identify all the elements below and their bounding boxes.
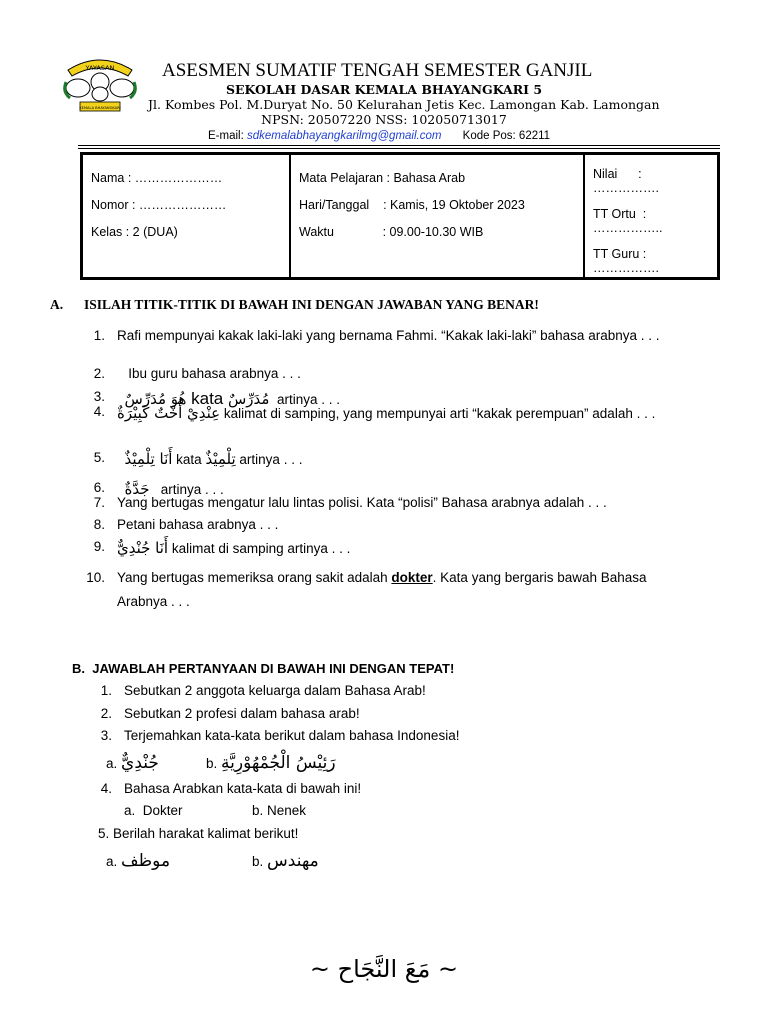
question-number: 8.	[93, 517, 105, 532]
tt-ortu-dots: ……………..	[593, 221, 663, 235]
nilai-dots: …………….	[593, 181, 659, 195]
arabic-word: جَدَّةٌ	[124, 480, 150, 498]
arabic-phrase: عِنْدِيْ أُخْتٌ كَبِيْرَةٌ	[117, 404, 221, 422]
option-label: b.	[206, 756, 218, 771]
question-b1	[100, 683, 426, 698]
question-a4	[93, 404, 656, 422]
question-number: 4.	[100, 781, 112, 796]
question-number: 4.	[93, 404, 105, 419]
question-b4-option-a: a. Dokter	[124, 803, 183, 818]
question-number: 6.	[93, 480, 105, 495]
arabic-word: تِلْمِيْذٌ	[205, 450, 236, 468]
question-b5-option-a	[106, 851, 170, 871]
question-a5	[93, 435, 303, 468]
question-text: Sebutkan 2 profesi dalam bahasa arab!	[124, 706, 360, 721]
logo-yayasan-text: YAYASAN	[85, 64, 115, 72]
tt-guru-dots: …………….	[593, 261, 659, 275]
question-text: kalimat di samping artinya . . .	[168, 541, 351, 556]
question-b5-option-b	[252, 851, 319, 871]
question-text: Petani bahasa arabnya . . .	[117, 517, 279, 532]
question-number: 1.	[93, 328, 105, 343]
question-text: artinya . . .	[235, 452, 303, 467]
question-number: 2.	[100, 706, 112, 721]
section-b-heading: B. JAWABLAH PERTANYAAN DI BAWAH INI DENGAN TEPAT!	[72, 661, 455, 676]
waktu-field: Waktu : 09.00-10.30 WIB	[299, 225, 484, 239]
question-b2	[100, 706, 360, 721]
question-number: 1.	[100, 683, 112, 698]
section-a-heading	[50, 297, 539, 313]
arabic-word: مهندس	[267, 851, 319, 871]
nilai-label: Nilai :	[593, 167, 642, 181]
closing-wish: ~ مَعَ النَّجَاح ~	[309, 955, 459, 983]
question-b5: 5. Berilah harakat kalimat berikut!	[98, 826, 299, 841]
question-number: 9.	[93, 539, 105, 554]
question-text: kata	[172, 452, 206, 467]
question-number: 2.	[93, 366, 105, 381]
question-text: Rafi mempunyai kakak laki-laki yang bernama Fahmi. “Kakak laki-laki” bahasa arabnya . . .	[117, 328, 660, 343]
student-identity-cell	[82, 154, 291, 279]
question-number: 5.	[93, 450, 105, 465]
email-label: E-mail:	[208, 130, 244, 142]
section-a-label: A.	[50, 297, 64, 312]
question-b3-options	[106, 753, 159, 773]
mapel-field: Mata Pelajaran : Bahasa Arab	[299, 171, 466, 185]
question-text: kalimat di samping, yang mempunyai arti “kakak perempuan” adalah . . .	[220, 406, 656, 421]
question-number: 3.	[100, 728, 112, 743]
arabic-word: جُنْدِيٌّ	[121, 753, 159, 773]
arabic-word: موظف	[121, 851, 171, 871]
tt-guru-label: TT Guru :	[593, 247, 647, 261]
question-text: Terjemahkan kata-kata berikut dalam bahasa Indonesia!	[124, 728, 460, 743]
question-text: Yang bertugas memeriksa orang sakit adalah	[117, 570, 392, 585]
question-text: artinya . . .	[149, 482, 224, 497]
signature-cell	[584, 154, 719, 279]
question-text: Ibu guru bahasa arabnya . . .	[124, 366, 301, 381]
logo-caption-text: KEMALA BHAYANGKARI	[79, 106, 121, 110]
question-text: kata	[186, 389, 228, 408]
email-address: sdkemalabhayangkarilmg@gmail.com	[246, 130, 442, 142]
postal-code: Kode Pos: 62211	[462, 130, 551, 142]
nomor-field: Nomor : …………………	[91, 198, 227, 212]
option-label: a.	[106, 854, 118, 869]
question-a10-cont	[117, 594, 190, 609]
exam-details-cell	[290, 154, 584, 279]
question-a6	[93, 465, 224, 498]
school-npsn: NPSN: 20507220 NSS: 102050713017	[261, 112, 507, 127]
question-text: . Kata yang bergaris bawah Bahasa	[432, 570, 647, 585]
question-b3	[100, 728, 460, 743]
question-number: 10.	[86, 570, 105, 585]
tanggal-field: Hari/Tanggal : Kamis, 19 Oktober 2023	[299, 198, 525, 212]
question-a7	[93, 495, 607, 510]
school-name: SEKOLAH DASAR KEMALA BHAYANGKARI 5	[225, 82, 543, 97]
contact-line	[208, 130, 550, 142]
question-a10	[86, 570, 647, 585]
question-number: 3.	[93, 389, 105, 404]
section-a-title: ISILAH TITIK-TITIK DI BAWAH INI DENGAN JAWABAN YANG BENAR!	[84, 297, 539, 312]
option-label: a.	[106, 756, 118, 771]
question-a1	[93, 328, 660, 343]
question-a8	[93, 517, 279, 532]
question-text: Bahasa Arabkan kata-kata di bawah ini!	[124, 781, 362, 796]
header-divider-2	[78, 148, 720, 149]
question-text: Sebutkan 2 anggota keluarga dalam Bahasa Arab!	[124, 683, 426, 698]
nama-field: Nama : …………………	[91, 171, 223, 185]
question-text: artinya . . .	[269, 392, 340, 407]
student-info-table	[80, 152, 720, 280]
arabic-phrase: هُوَ مُدَرِّسٌ	[124, 390, 187, 408]
arabic-phrase: أَنَا جُنْدِيٌّ	[117, 539, 169, 557]
question-text: Yang bertugas mengatur lalu lintas polisi. Kata “polisi” Bahasa arabnya adalah . . .	[117, 495, 607, 510]
question-b4	[100, 781, 362, 796]
underlined-word: dokter	[391, 570, 433, 585]
question-b3-option-b	[206, 753, 336, 773]
arabic-phrase: رَئِيْسُ الْجُمْهُوْرِيَّةِ	[221, 753, 336, 773]
option-label: b.	[252, 854, 264, 869]
kelas-field: Kelas : 2 (DUA)	[91, 225, 178, 239]
tt-ortu-label: TT Ortu :	[593, 207, 647, 221]
school-address: Jl. Kombes Pol. M.Duryat No. 50 Kelurahan Jetis Kec. Lamongan Kab. Lamongan	[148, 97, 660, 112]
question-number: 7.	[93, 495, 105, 510]
question-a9	[93, 539, 351, 557]
arabic-phrase: أَنَا تِلْمِيْذٌ	[124, 450, 173, 468]
header-divider	[78, 145, 720, 146]
arabic-word: مُدَرِّسٌ	[228, 390, 270, 408]
question-text: Arabnya . . .	[117, 594, 190, 609]
question-b4-option-b: b. Nenek	[252, 803, 307, 818]
exam-title: ASESMEN SUMATIF TENGAH SEMESTER GANJIL	[162, 60, 593, 81]
